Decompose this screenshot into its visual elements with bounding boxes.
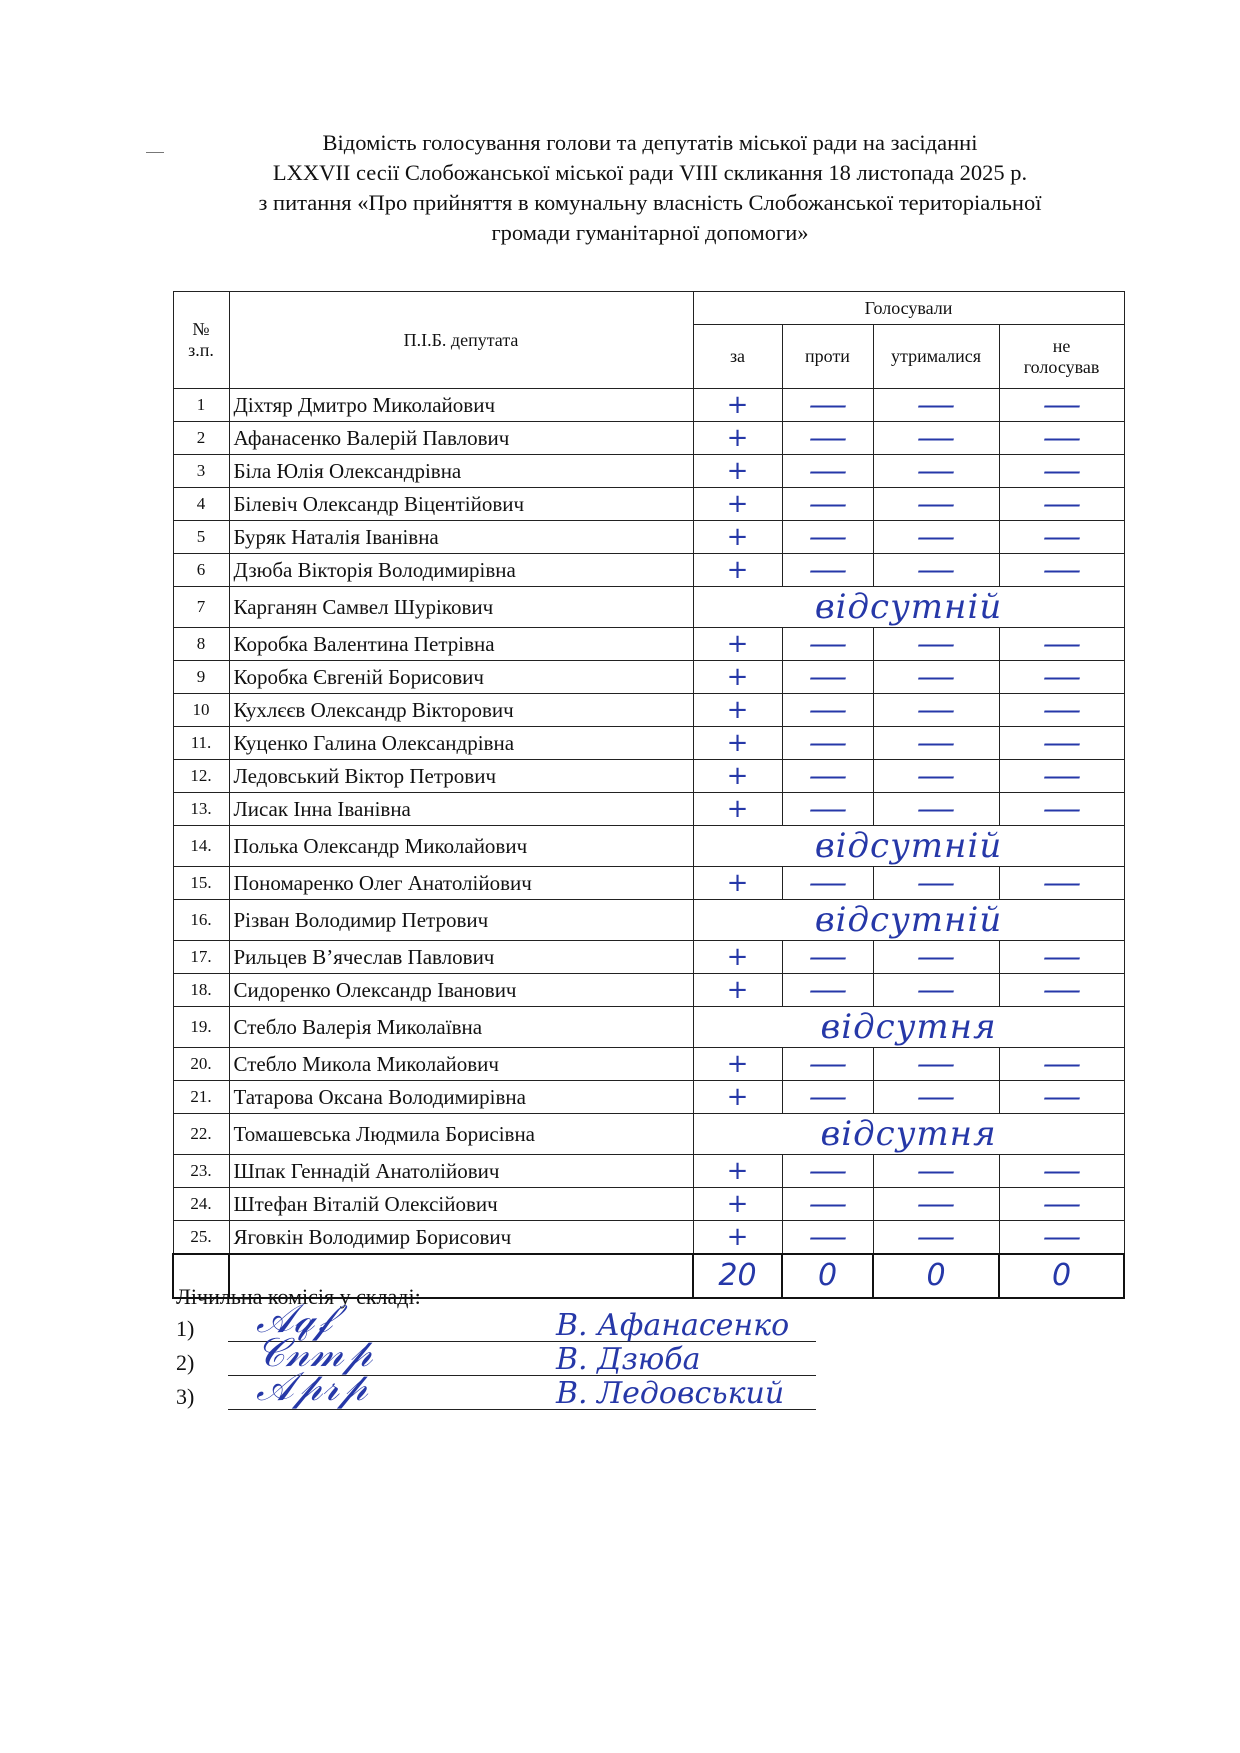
title-line-4: громади гуманітарної допомоги»: [491, 220, 809, 245]
vote-for-mark: +: [726, 942, 749, 972]
deputy-name: Карганян Самвел Шурікович: [229, 587, 693, 628]
row-number: 5: [173, 521, 229, 554]
deputy-name: Полька Олександр Миколайович: [229, 826, 693, 867]
vote-against: [782, 488, 873, 521]
vote-abstained: [873, 941, 999, 974]
vote-not-voted-mark: —: [1041, 388, 1082, 421]
vote-not-voted: [999, 488, 1124, 521]
header-for: за: [693, 325, 782, 389]
vote-not-voted-mark: —: [1041, 973, 1082, 1006]
total-abstained: [873, 1254, 999, 1298]
absent-note: відсутня: [693, 1007, 1124, 1048]
table-row: [173, 422, 1124, 455]
vote-against: [782, 793, 873, 826]
vote-not-voted-mark: —: [1041, 940, 1082, 973]
absent-note: відсутній: [693, 587, 1124, 628]
vote-not-voted-mark: —: [1041, 1220, 1082, 1253]
vote-against-mark: —: [807, 1047, 848, 1080]
vote-not-voted-mark: —: [1041, 660, 1082, 693]
table-row: [173, 389, 1124, 422]
vote-not-voted-mark: —: [1041, 553, 1082, 586]
vote-abstained: [873, 694, 999, 727]
vote-abstained: [873, 867, 999, 900]
vote-abstained-mark: —: [916, 973, 956, 1006]
vote-against: [782, 694, 873, 727]
vote-not-voted: [999, 941, 1124, 974]
vote-abstained-mark: —: [916, 1154, 956, 1187]
vote-for-mark: +: [726, 794, 749, 824]
vote-not-voted: [999, 661, 1124, 694]
signature-index: 3): [176, 1384, 195, 1409]
vote-for-mark: +: [726, 1049, 749, 1079]
table-row: [173, 793, 1124, 826]
deputy-name: Пономаренко Олег Анатолійович: [229, 867, 693, 900]
total-abstained-mark: 0: [926, 1257, 946, 1293]
vote-not-voted: [999, 628, 1124, 661]
vote-for: [693, 389, 782, 422]
vote-for-mark: +: [726, 390, 749, 420]
vote-for-mark: +: [726, 728, 749, 758]
vote-not-voted: [999, 727, 1124, 760]
row-number: 2: [173, 422, 229, 455]
header-num-line2: з.п.: [188, 340, 214, 360]
vote-abstained: [873, 760, 999, 793]
vote-for-mark: +: [726, 662, 749, 692]
row-number: 24.: [173, 1188, 229, 1221]
row-number: 15.: [173, 867, 229, 900]
table-row: [173, 1188, 1124, 1221]
voting-table: [172, 291, 1125, 1299]
vote-against: [782, 455, 873, 488]
document-title: [150, 128, 1150, 248]
vote-abstained-mark: —: [916, 792, 956, 825]
total-against-mark: 0: [817, 1257, 838, 1293]
vote-abstained-mark: —: [916, 759, 956, 792]
vote-abstained-mark: —: [916, 940, 956, 973]
table-row: [173, 521, 1124, 554]
vote-against-mark: —: [807, 487, 848, 520]
vote-not-voted-mark: —: [1041, 487, 1082, 520]
vote-against-mark: —: [807, 627, 848, 660]
vote-not-voted-mark: —: [1041, 693, 1082, 726]
vote-abstained-mark: —: [916, 1187, 956, 1220]
vote-abstained: [873, 554, 999, 587]
vote-not-voted: [999, 389, 1124, 422]
deputy-name: Кухлєєв Олександр Вікторович: [229, 694, 693, 727]
row-number: 13.: [173, 793, 229, 826]
deputy-name: Діхтяр Дмитро Миколайович: [229, 389, 693, 422]
signed-name: В. Ледовський: [556, 1376, 785, 1411]
header-not-voted: [999, 325, 1124, 389]
row-number: 1: [173, 389, 229, 422]
vote-abstained-mark: —: [916, 1047, 956, 1080]
vote-abstained: [873, 974, 999, 1007]
vote-against-mark: —: [807, 940, 848, 973]
header-not-voted-line2: голосував: [1023, 356, 1100, 377]
vote-not-voted: [999, 1155, 1124, 1188]
row-number: 21.: [173, 1081, 229, 1114]
vote-not-voted-mark: —: [1041, 792, 1082, 825]
vote-not-voted-mark: —: [1041, 759, 1082, 792]
vote-not-voted-mark: —: [1041, 520, 1082, 553]
vote-against-mark: —: [807, 388, 848, 421]
signature-index: 2): [176, 1350, 195, 1375]
vote-not-voted: [999, 760, 1124, 793]
vote-for-mark: +: [726, 868, 749, 898]
header-num-line1: №: [192, 319, 210, 339]
vote-against: [782, 1155, 873, 1188]
vote-abstained: [873, 521, 999, 554]
table-row: [173, 455, 1124, 488]
row-number: 17.: [173, 941, 229, 974]
deputy-name: Сидоренко Олександр Іванович: [229, 974, 693, 1007]
title-line-2: LXXVII сесії Слобожанської міської ради VIII скликання 18 листопада 2025 р.: [272, 160, 1028, 185]
deputy-name: Ледовський Віктор Петрович: [229, 760, 693, 793]
vote-against-mark: —: [807, 1080, 848, 1113]
vote-for-mark: +: [726, 695, 749, 725]
vote-not-voted: [999, 1081, 1124, 1114]
vote-abstained-mark: —: [916, 1220, 956, 1253]
vote-against: [782, 1221, 873, 1255]
vote-for: [693, 488, 782, 521]
vote-against: [782, 867, 873, 900]
vote-for-mark: +: [726, 456, 749, 486]
deputy-name: Коробка Євгеній Борисович: [229, 661, 693, 694]
vote-not-voted-mark: —: [1041, 1047, 1082, 1080]
signed-name: В. Афанасенко: [556, 1308, 790, 1343]
vote-not-voted: [999, 867, 1124, 900]
deputy-name: Буряк Наталія Іванівна: [229, 521, 693, 554]
header-not-voted-line1: не: [1052, 335, 1071, 356]
table-row: [173, 628, 1124, 661]
vote-for: [693, 521, 782, 554]
header-against: проти: [782, 325, 873, 389]
deputy-name: Яговкін Володимир Борисович: [229, 1221, 693, 1255]
vote-abstained: [873, 727, 999, 760]
row-number: 6: [173, 554, 229, 587]
vote-for: [693, 1048, 782, 1081]
vote-against: [782, 661, 873, 694]
row-number: 12.: [173, 760, 229, 793]
vote-for: [693, 727, 782, 760]
vote-against: [782, 974, 873, 1007]
vote-abstained: [873, 628, 999, 661]
deputy-name: Шпак Геннадій Анатолійович: [229, 1155, 693, 1188]
vote-not-voted: [999, 521, 1124, 554]
vote-against: [782, 727, 873, 760]
table-row: [173, 867, 1124, 900]
vote-not-voted-mark: —: [1041, 866, 1082, 899]
table-row: [173, 1081, 1124, 1114]
title-line-3: з питання «Про прийняття в комунальну власність Слобожанської територіальної: [258, 190, 1042, 215]
deputy-name: Стебло Валерія Миколаївна: [229, 1007, 693, 1048]
vote-against: [782, 422, 873, 455]
vote-for-mark: +: [726, 489, 749, 519]
vote-not-voted-mark: —: [1041, 1080, 1082, 1113]
vote-for-mark: +: [726, 629, 749, 659]
commission-heading: Лічильна комісія у складі:: [176, 1284, 421, 1309]
vote-against: [782, 1081, 873, 1114]
vote-abstained-mark: —: [916, 553, 956, 586]
table-row: [173, 488, 1124, 521]
row-number: 8: [173, 628, 229, 661]
vote-for-mark: +: [726, 975, 749, 1005]
vote-abstained: [873, 389, 999, 422]
vote-not-voted-mark: —: [1041, 726, 1082, 759]
absent-note: відсутній: [693, 900, 1124, 941]
vote-for: [693, 455, 782, 488]
vote-for: [693, 1081, 782, 1114]
total-not-voted-mark: 0: [1051, 1257, 1072, 1293]
row-number: 25.: [173, 1221, 229, 1255]
vote-against: [782, 628, 873, 661]
table-row: [173, 694, 1124, 727]
vote-for-mark: +: [726, 1222, 749, 1252]
absent-note: відсутній: [693, 826, 1124, 867]
vote-against: [782, 521, 873, 554]
handwritten-signature: 𝒜𝓅𝓇𝓅: [256, 1364, 368, 1410]
vote-abstained-mark: —: [916, 726, 956, 759]
vote-abstained-mark: —: [916, 660, 956, 693]
row-number: 3: [173, 455, 229, 488]
vote-abstained-mark: —: [916, 454, 956, 487]
deputy-name: Афанасенко Валерій Павлович: [229, 422, 693, 455]
row-number: 19.: [173, 1007, 229, 1048]
vote-for: [693, 422, 782, 455]
vote-abstained-mark: —: [916, 421, 956, 454]
deputy-name: Куценко Галина Олександрівна: [229, 727, 693, 760]
signature-row-3: [176, 1364, 816, 1418]
vote-against: [782, 389, 873, 422]
table-row: [173, 587, 1124, 628]
vote-against-mark: —: [807, 454, 848, 487]
row-number: 20.: [173, 1048, 229, 1081]
table-row: [173, 1114, 1124, 1155]
header-name: П.І.Б. депутата: [229, 292, 693, 389]
row-number: 18.: [173, 974, 229, 1007]
vote-not-voted: [999, 422, 1124, 455]
total-not-voted: [999, 1254, 1124, 1298]
vote-against-mark: —: [807, 693, 848, 726]
vote-for-mark: +: [726, 761, 749, 791]
vote-abstained: [873, 661, 999, 694]
vote-against-mark: —: [807, 1220, 848, 1253]
total-for-mark: 20: [718, 1257, 757, 1293]
table-row: [173, 974, 1124, 1007]
vote-for-mark: +: [726, 522, 749, 552]
vote-for: [693, 760, 782, 793]
table-row: [173, 900, 1124, 941]
vote-against: [782, 554, 873, 587]
vote-for: [693, 554, 782, 587]
vote-abstained-mark: —: [916, 866, 956, 899]
vote-not-voted: [999, 554, 1124, 587]
vote-not-voted: [999, 1221, 1124, 1255]
vote-abstained-mark: —: [916, 520, 956, 553]
row-number: 9: [173, 661, 229, 694]
vote-for: [693, 1155, 782, 1188]
absent-note: відсутня: [693, 1114, 1124, 1155]
row-number: 11.: [173, 727, 229, 760]
vote-not-voted: [999, 793, 1124, 826]
vote-not-voted-mark: —: [1041, 454, 1082, 487]
table-row: [173, 1155, 1124, 1188]
vote-abstained: [873, 1221, 999, 1255]
vote-for: [693, 694, 782, 727]
table-row: [173, 760, 1124, 793]
vote-not-voted: [999, 974, 1124, 1007]
vote-for-mark: +: [726, 423, 749, 453]
signed-name: В. Дзюба: [556, 1342, 701, 1377]
vote-against: [782, 1048, 873, 1081]
vote-abstained: [873, 488, 999, 521]
deputy-name: Білевіч Олександр Віцентійович: [229, 488, 693, 521]
header-num: [173, 292, 229, 389]
table-row: [173, 1048, 1124, 1081]
table-row: [173, 826, 1124, 867]
signature-index: 1): [176, 1316, 195, 1341]
table-row: [173, 554, 1124, 587]
vote-not-voted-mark: —: [1041, 421, 1082, 454]
deputy-name: Штефан Віталій Олексійович: [229, 1188, 693, 1221]
deputy-name: Різван Володимир Петрович: [229, 900, 693, 941]
vote-not-voted: [999, 1048, 1124, 1081]
row-number: 22.: [173, 1114, 229, 1155]
table-row: [173, 941, 1124, 974]
vote-abstained-mark: —: [916, 388, 956, 421]
vote-abstained: [873, 1155, 999, 1188]
vote-against-mark: —: [807, 1187, 848, 1220]
row-number: 10: [173, 694, 229, 727]
vote-abstained-mark: —: [916, 487, 956, 520]
handwritten-signature: 𝒜𝓆𝒻: [256, 1296, 332, 1342]
row-number: 16.: [173, 900, 229, 941]
vote-not-voted-mark: —: [1041, 627, 1082, 660]
deputy-name: Коробка Валентина Петрівна: [229, 628, 693, 661]
vote-against: [782, 760, 873, 793]
deputy-name: Стебло Микола Миколайович: [229, 1048, 693, 1081]
vote-for: [693, 1221, 782, 1255]
vote-against: [782, 941, 873, 974]
vote-not-voted: [999, 694, 1124, 727]
vote-for: [693, 1188, 782, 1221]
header-abstained: утрималися: [873, 325, 999, 389]
vote-against-mark: —: [807, 759, 848, 792]
vote-for: [693, 941, 782, 974]
vote-against-mark: —: [807, 866, 848, 899]
table-body: [173, 389, 1124, 1299]
row-number: 23.: [173, 1155, 229, 1188]
row-number: 14.: [173, 826, 229, 867]
header-voted: Голосували: [693, 292, 1124, 325]
vote-not-voted: [999, 1188, 1124, 1221]
vote-abstained-mark: —: [916, 1080, 956, 1113]
deputy-name: Дзюба Вікторія Володимирівна: [229, 554, 693, 587]
deputy-name: Татарова Оксана Володимирівна: [229, 1081, 693, 1114]
deputy-name: Рильцев В’ячеслав Павлович: [229, 941, 693, 974]
vote-against-mark: —: [807, 1154, 848, 1187]
vote-for: [693, 661, 782, 694]
deputy-name: Лисак Інна Іванівна: [229, 793, 693, 826]
vote-for-mark: +: [726, 1082, 749, 1112]
deputy-name: Біла Юлія Олександрівна: [229, 455, 693, 488]
deputy-name: Томашевська Людмила Борисівна: [229, 1114, 693, 1155]
vote-abstained: [873, 422, 999, 455]
vote-for: [693, 867, 782, 900]
vote-not-voted-mark: —: [1041, 1187, 1082, 1220]
counting-commission: [176, 1284, 816, 1418]
vote-against-mark: —: [807, 421, 848, 454]
vote-against-mark: —: [807, 973, 848, 1006]
handwritten-signature: 𝒞𝓃𝓂𝓅: [256, 1330, 373, 1376]
title-line-1: Відомість голосування голови та депутатів міської ради на засіданні: [322, 130, 978, 155]
vote-for: [693, 974, 782, 1007]
table-row: [173, 661, 1124, 694]
vote-abstained: [873, 1188, 999, 1221]
vote-for: [693, 628, 782, 661]
vote-for: [693, 793, 782, 826]
vote-not-voted: [999, 455, 1124, 488]
row-number: 7: [173, 587, 229, 628]
vote-against-mark: —: [807, 553, 848, 586]
vote-abstained: [873, 1081, 999, 1114]
vote-abstained: [873, 1048, 999, 1081]
vote-for-mark: +: [726, 1189, 749, 1219]
vote-abstained: [873, 793, 999, 826]
table-row: [173, 1007, 1124, 1048]
row-number: 4: [173, 488, 229, 521]
vote-abstained-mark: —: [916, 693, 956, 726]
vote-for-mark: +: [726, 555, 749, 585]
table-row: [173, 727, 1124, 760]
vote-abstained: [873, 455, 999, 488]
vote-against-mark: —: [807, 520, 848, 553]
vote-abstained-mark: —: [916, 627, 956, 660]
vote-against-mark: —: [807, 660, 848, 693]
vote-against: [782, 1188, 873, 1221]
vote-against-mark: —: [807, 726, 848, 759]
vote-for-mark: +: [726, 1156, 749, 1186]
vote-against-mark: —: [807, 792, 848, 825]
table-row: [173, 1221, 1124, 1255]
vote-not-voted-mark: —: [1041, 1154, 1082, 1187]
